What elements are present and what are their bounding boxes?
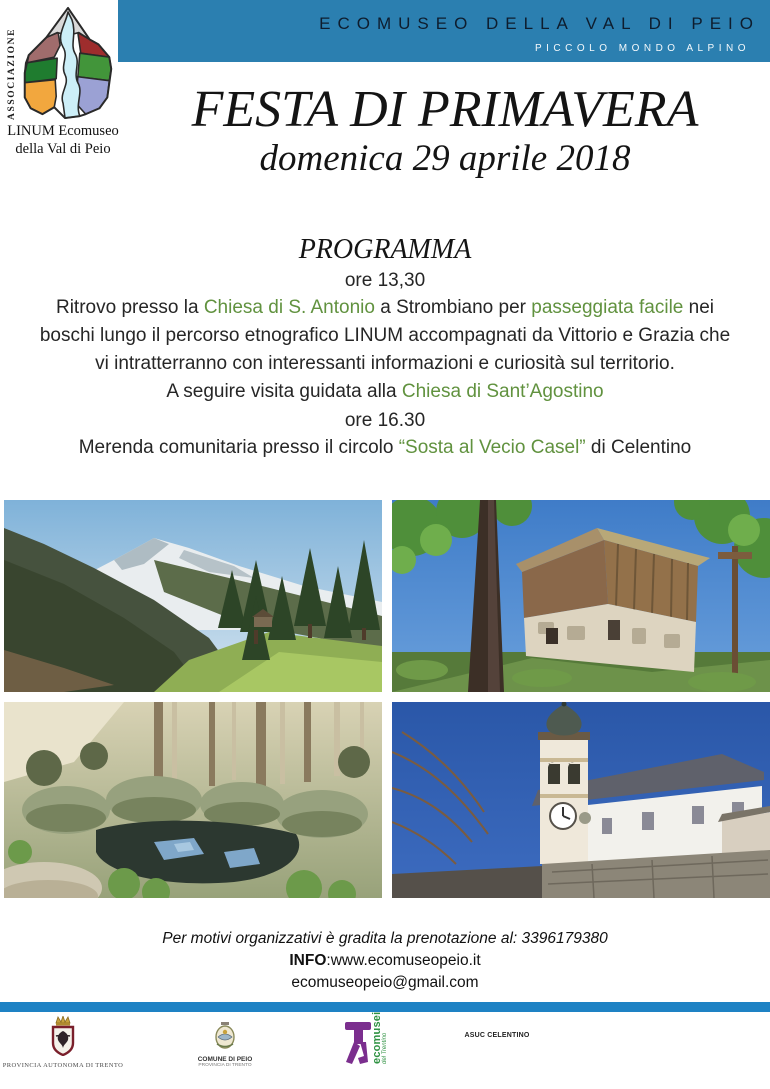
info-label: INFO [289, 952, 327, 969]
website-text: :www.ecomuseopeio.it [326, 952, 481, 969]
photo-grid [4, 500, 770, 898]
association-name-line2: della Val di Peio [15, 141, 111, 157]
event-title: FESTA DI PRIMAVERA [191, 81, 699, 138]
program-line-1 [0, 294, 770, 322]
header-title: ECOMUSEO DELLA VAL DI PEIO [319, 14, 760, 33]
blue-divider-bar [0, 1002, 770, 1012]
text-segment: di Celentino [585, 437, 692, 458]
partner-ecomusei [344, 1011, 404, 1076]
asuc-caption: ASUC CELENTINO [464, 1032, 530, 1039]
photo-forest-stream [4, 702, 382, 898]
program-heading: PROGRAMMA [298, 234, 472, 265]
program-line-3: vi intratterranno con interessanti informazioni e curiosità sul territorio. [95, 353, 675, 374]
ecomusei-word: ecomusei [371, 1011, 383, 1064]
ecomusei-wordmark [371, 1011, 389, 1064]
header-subtitle: PICCOLO MONDO ALPINO [534, 43, 750, 54]
highlight-chiesa-sant-agostino: Chiesa di Sant’Agostino [401, 381, 604, 402]
comune-peio-crest-icon [212, 1022, 238, 1050]
booking-note: Per motivi organizzativi è gradita la prenotazione al: 3396179380 [162, 930, 608, 947]
program-line-4 [0, 378, 770, 406]
photo-old-barn [392, 500, 770, 692]
partner-asuc [437, 1032, 557, 1039]
event-date: domenica 29 aprile 2018 [259, 138, 631, 179]
association-name-line1: LINUM Ecomuseo [7, 123, 119, 139]
program-time-2: ore 16.30 [344, 410, 426, 431]
provincia-trento-crest-icon [46, 1016, 80, 1056]
program-line-5 [0, 434, 770, 462]
provincia-caption: PROVINCIA AUTONOMA DI TRENTO [2, 1062, 124, 1069]
title-block [120, 82, 770, 180]
info-line [0, 950, 770, 972]
header-bar [118, 0, 770, 62]
ecomusei-figure-icon [344, 1018, 372, 1064]
partner-logos-row [0, 1011, 770, 1078]
text-segment: Merenda comunitaria presso il circolo [78, 437, 399, 458]
comune-caption-line2: PROVINCIA DI TRENTO [198, 1063, 252, 1068]
photo-church [392, 702, 770, 898]
partner-provincia [0, 1016, 126, 1069]
program-time-1: ore 13,30 [344, 270, 426, 291]
program-line-2: boschi lungo il percorso etnografico LINUM accompagnati da Vittorio e Grazia che [39, 325, 731, 346]
partner-comune [170, 1022, 280, 1068]
ecomusei-subtitle: del Trentino [382, 1032, 388, 1064]
comune-caption-line1: COMUNE DI PEIO [197, 1056, 253, 1063]
program-section [0, 234, 770, 462]
text-segment: nei [683, 297, 715, 318]
text-segment: Ritrovo presso la [55, 297, 204, 318]
highlight-chiesa-s-antonio: Chiesa di S. Antonio [203, 297, 375, 318]
mountain-emblem-icon [20, 6, 116, 122]
contact-block [0, 928, 770, 994]
text-segment: a Strombiano per [374, 297, 532, 318]
photo-mountain-valley [4, 500, 382, 692]
association-vertical-label: ASSOCIAZIONE [7, 27, 17, 120]
association-logo [4, 2, 122, 166]
highlight-sosta-al-vecio-casel: “Sosta al Vecio Casel” [398, 437, 586, 458]
text-segment: A seguire visita guidata alla [166, 381, 402, 402]
email-text: ecomuseopeio@gmail.com [291, 974, 479, 991]
association-name [4, 122, 122, 158]
highlight-passeggiata-facile: passeggiata facile [531, 297, 684, 318]
